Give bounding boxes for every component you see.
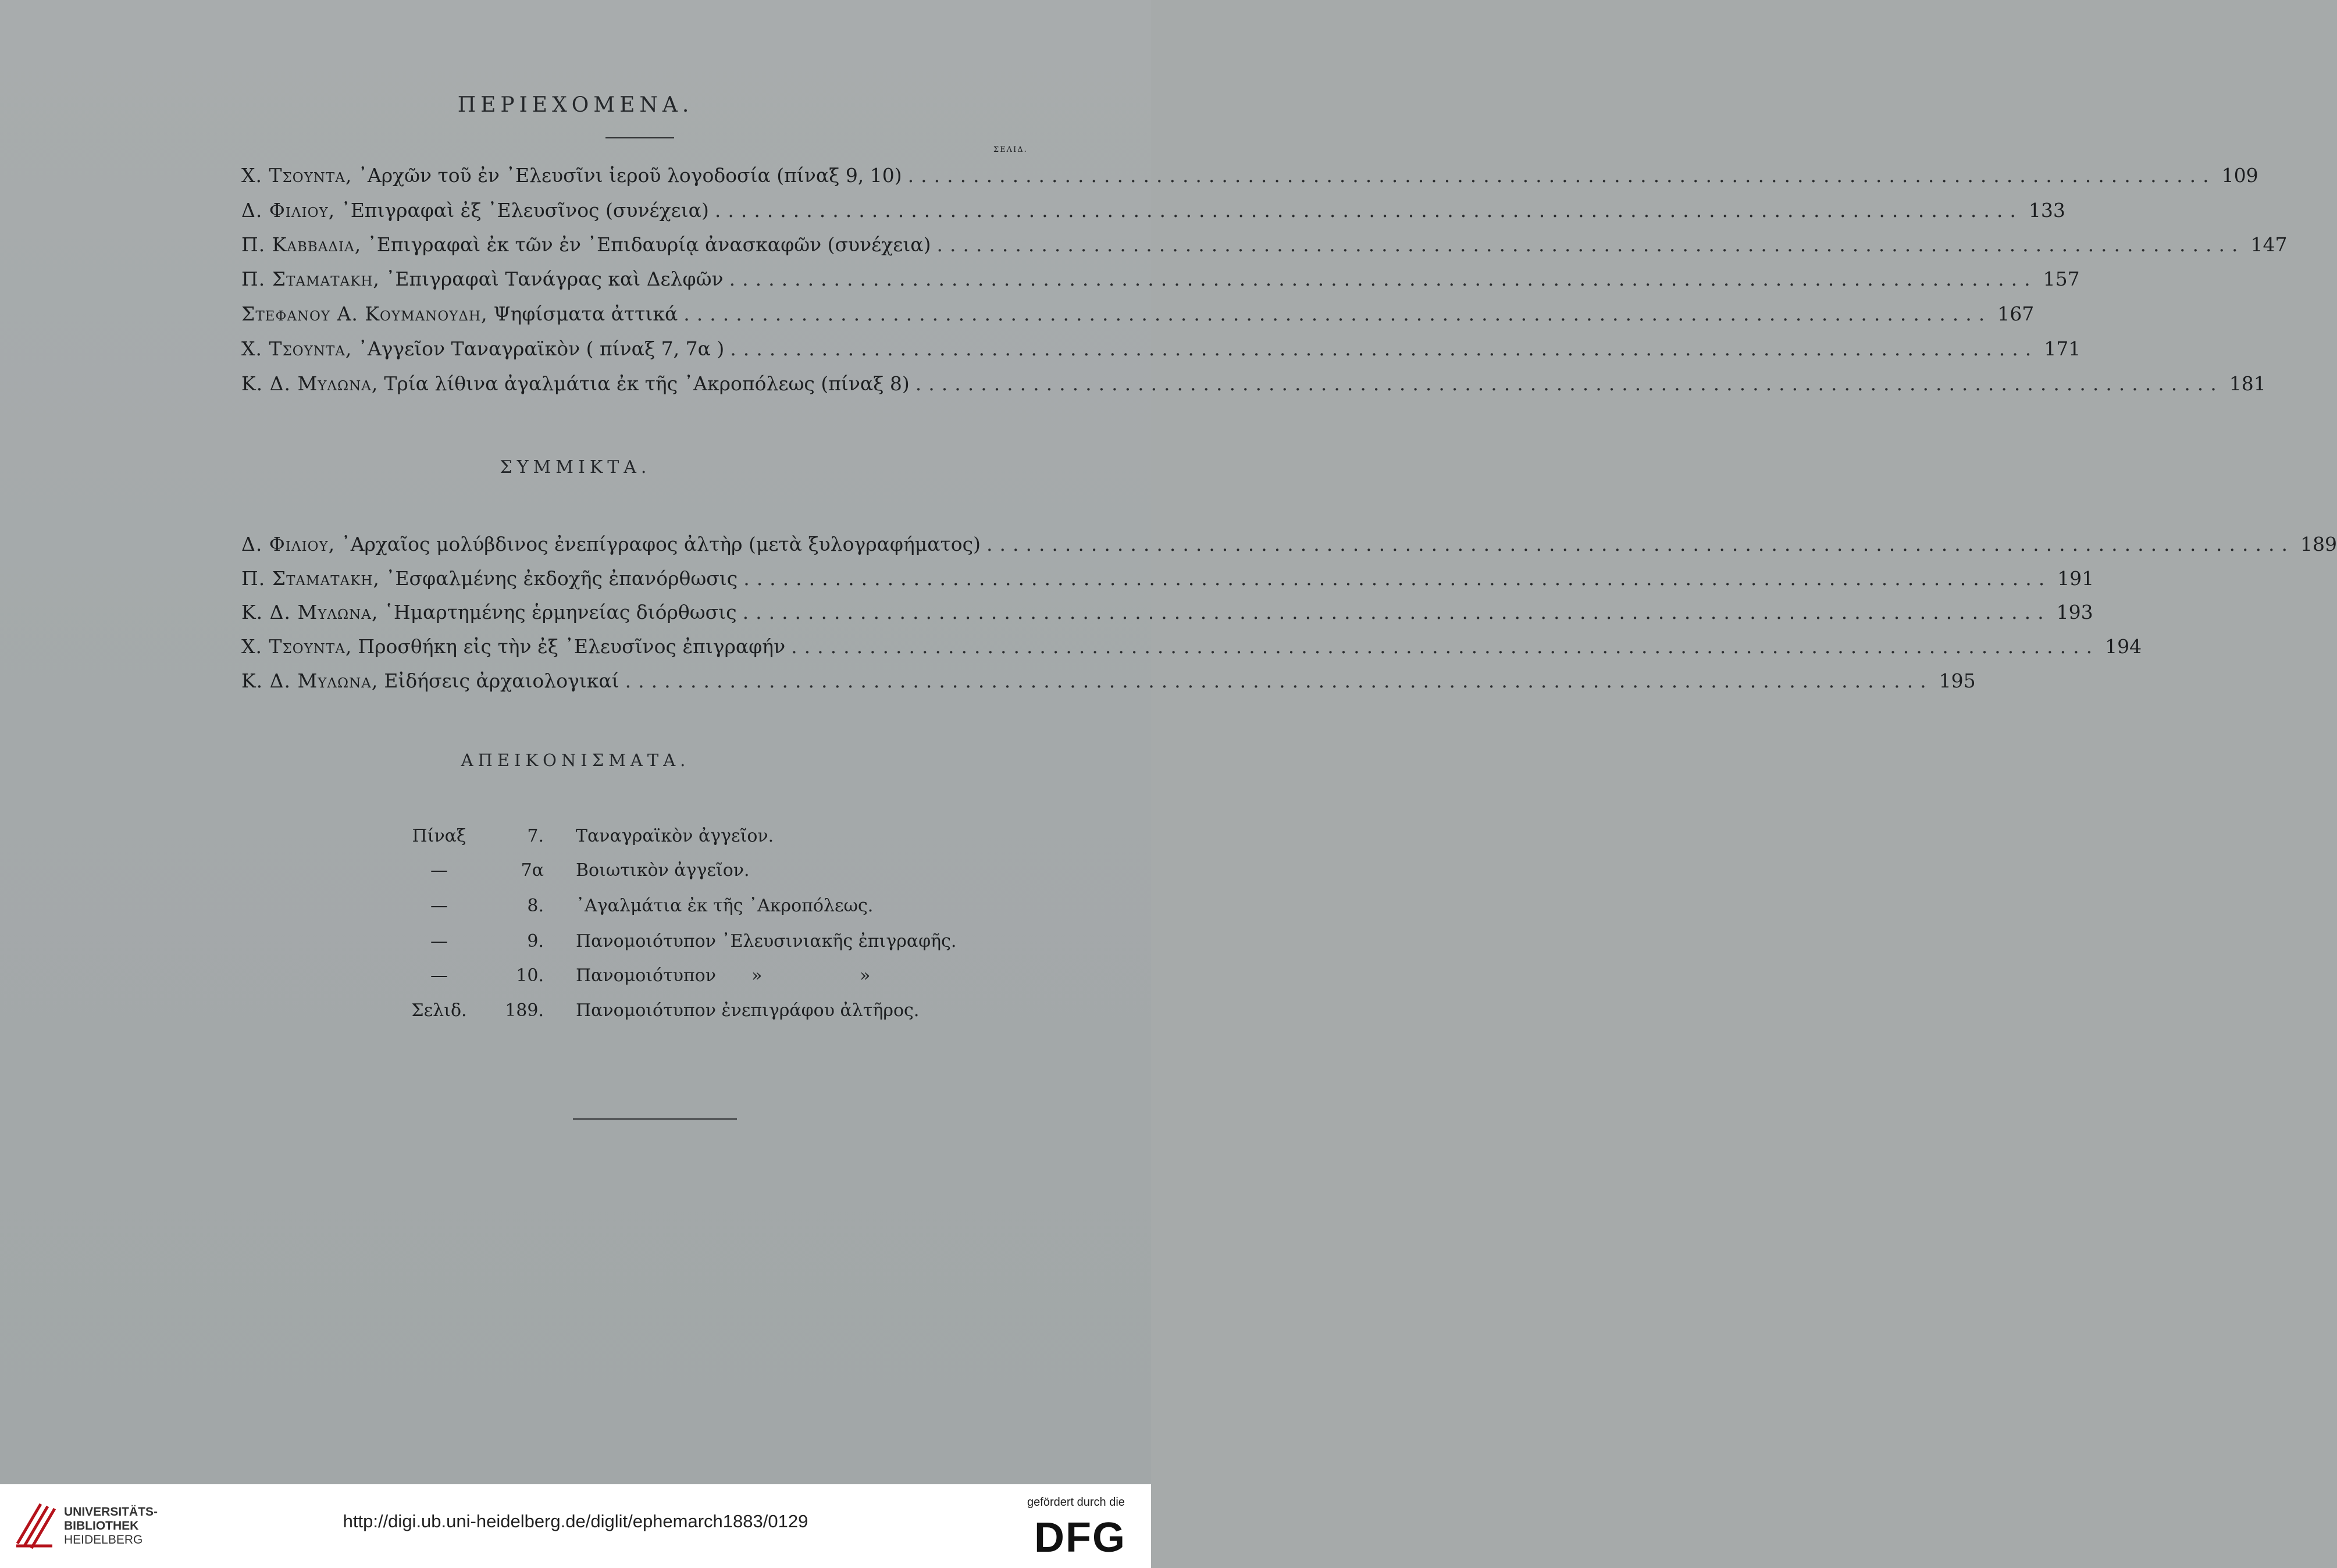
contents-entry [241, 199, 2065, 227]
permalink-url[interactable]: http://digi.ub.uni-heidelberg.de/diglit/ephemarch1883/0129 [343, 1511, 808, 1531]
entry-author: Δ. Φιλιου, [241, 199, 336, 222]
entry-page: 133 [2028, 199, 2065, 222]
dot-leader: .................................................................................................... [714, 199, 2023, 222]
illustration-entry [401, 860, 983, 890]
ditto-mark: » [860, 965, 871, 986]
illustration-entry [401, 1000, 983, 1031]
contents-entry [241, 233, 2288, 261]
entry-title: ᾿Εσφαλμένης ἐκδοχῆς ἐπανόρθωσις [385, 567, 738, 590]
miscellanea-entry [241, 567, 2094, 595]
entry-title: Τρία λίθινα ἀγαλμάτια ἐκ τῆς ᾿Ακροπόλεως (πίναξ 8) [384, 372, 910, 395]
illustration-entry [401, 826, 983, 856]
illustration-entry [401, 896, 983, 926]
entry-author: Κ. Δ. Μυλωνα, [241, 372, 379, 395]
dot-leader: .................................................................................................... [683, 302, 1992, 325]
entry-page: 181 [2229, 372, 2266, 395]
entry-title: ᾿Επιγραφαὶ ἐξ ᾿Ελευσῖνος (συνέχεια) [341, 199, 709, 222]
miscellanea-heading: ΣΥΜΜΙΚΤΑ. [500, 457, 651, 477]
illustration-number: 10. [516, 965, 544, 986]
library-name-line: BIBLIOTHEK [64, 1519, 139, 1533]
viewer-footer [0, 1484, 1151, 1568]
miscellanea-entry [241, 533, 2337, 561]
entry-author: Στεφανου Α. Κουμανουδη, [241, 302, 488, 325]
illustration-entry [401, 931, 983, 961]
entry-page: 147 [2250, 233, 2288, 256]
illustration-label: — [430, 896, 448, 916]
illustration-description: Πανομοιότυπον ἐνεπιγράφου ἀλτῆρος. [576, 1000, 920, 1021]
closing-rule [573, 1118, 737, 1120]
entry-page: 157 [2043, 268, 2080, 290]
library-name-line: HEIDELBERG [64, 1533, 143, 1546]
ditto-mark: » [751, 965, 763, 986]
dot-leader: .................................................................................................... [986, 533, 2295, 555]
dfg-logo[interactable]: DFG [1034, 1514, 1126, 1561]
dot-leader: .................................................................................................... [625, 669, 1933, 692]
entry-author: Χ. Τσουντα, [241, 164, 352, 187]
illustration-description: Πανομοιότυπον [576, 965, 716, 986]
sponsor-text: gefördert durch die [1027, 1496, 1125, 1509]
contents-entry [241, 372, 2266, 400]
entry-page: 191 [2057, 567, 2094, 590]
entry-title: ᾿Αγγεῖον Ταναγραϊκὸν ( πίναξ 7, 7α ) [358, 337, 725, 360]
illustration-label: Σελιδ. [411, 1000, 467, 1021]
entry-author: Χ. Τσουντα, [241, 635, 352, 658]
illustration-label: — [430, 860, 448, 881]
illustration-label: Πίναξ [412, 826, 466, 846]
entry-page: 171 [2044, 337, 2081, 360]
heading-rule [605, 137, 674, 138]
dot-leader: .................................................................................................... [791, 635, 2100, 658]
dot-leader: .................................................................................................... [936, 233, 2245, 256]
entry-title: ῾Ημαρτημένης ἑρμηνείας διόρθωσις [384, 601, 737, 623]
illustrations-heading: ΑΠΕΙΚΟΝΙΣΜΑΤΑ. [461, 750, 690, 770]
entry-title: ᾿Αρχῶν τοῦ ἐν ᾿Ελευσῖνι ἱεροῦ λογοδοσία (πίναξ 9, 10) [358, 164, 902, 187]
illustration-number: 7α [521, 860, 544, 881]
dot-leader: .................................................................................................... [907, 164, 2216, 187]
library-name-line: UNIVERSITÄTS- [64, 1505, 158, 1519]
entry-title: ᾿Επιγραφαὶ ἐκ τῶν ἐν ᾿Επιδαυρίᾳ ἀνασκαφῶν (συνέχεια) [367, 233, 931, 256]
illustration-number: 189. [505, 1000, 544, 1021]
dot-leader: .................................................................................................... [743, 567, 2052, 590]
entry-title: Εἰδήσεις ἀρχαιολογικαί [384, 669, 619, 692]
dot-leader: .................................................................................................... [729, 268, 2037, 290]
illustration-label: — [430, 931, 448, 952]
entry-title: ᾿Επιγραφαὶ Τανάγρας καὶ Δελφῶν [385, 268, 724, 290]
entry-author: Π. Σταματακη, [241, 268, 380, 290]
entry-author: Κ. Δ. Μυλωνα, [241, 669, 379, 692]
page-column-label: ΣΕΛΙΔ. [993, 145, 1028, 154]
entry-page: 189 [2300, 533, 2337, 555]
entry-author: Δ. Φιλιου, [241, 533, 336, 555]
illustration-number: 9. [527, 931, 544, 952]
entry-page: 167 [1997, 302, 2035, 325]
contents-entry [241, 164, 2258, 192]
contents-entry [241, 302, 2035, 330]
miscellanea-entry [241, 601, 2093, 629]
dot-leader: .................................................................................................... [915, 372, 2224, 395]
entry-title: Προσθήκη εἰς τὴν ἐξ ᾿Ελευσῖνος ἐπιγραφήν [358, 635, 786, 658]
entry-title: Ψηφίσματα ἀττικά [493, 302, 678, 325]
illustration-description: ᾿Αγαλμάτια ἐκ τῆς ᾿Ακροπόλεως. [576, 896, 874, 916]
illustration-description: Ταναγραϊκὸν ἀγγεῖον. [576, 826, 774, 846]
contents-heading: ΠΕΡΙΕΧΟΜΕΝΑ. [457, 93, 694, 117]
illustration-label: — [430, 965, 448, 986]
dot-leader: .................................................................................................... [730, 337, 2039, 360]
entry-title: ᾿Αρχαῖος μολύβδινος ἐνεπίγραφος ἀλτὴρ (μετὰ ξυλογραφήματος) [341, 533, 981, 555]
entry-author: Π. Σταματακη, [241, 567, 380, 590]
entry-page: 193 [2056, 601, 2093, 623]
entry-page: 109 [2221, 164, 2258, 187]
illustration-description: Πανομοιότυπον ᾿Ελευσινιακῆς ἐπιγραφῆς. [576, 931, 957, 952]
illustration-description: Βοιωτικὸν ἀγγεῖον. [576, 860, 750, 881]
entry-author: Π. Καββαδια, [241, 233, 362, 256]
illustration-entry [401, 965, 983, 996]
entry-author: Κ. Δ. Μυλωνα, [241, 601, 379, 623]
dot-leader: .................................................................................................... [742, 601, 2051, 623]
illustration-number: 7. [527, 826, 544, 846]
entry-author: Χ. Τσουντα, [241, 337, 352, 360]
contents-entry [241, 337, 2081, 365]
illustration-number: 8. [527, 896, 544, 916]
entry-page: 195 [1939, 669, 1976, 692]
contents-entry [241, 268, 2080, 295]
miscellanea-entry [241, 669, 1976, 697]
entry-page: 194 [2105, 635, 2142, 658]
miscellanea-entry [241, 635, 2142, 663]
